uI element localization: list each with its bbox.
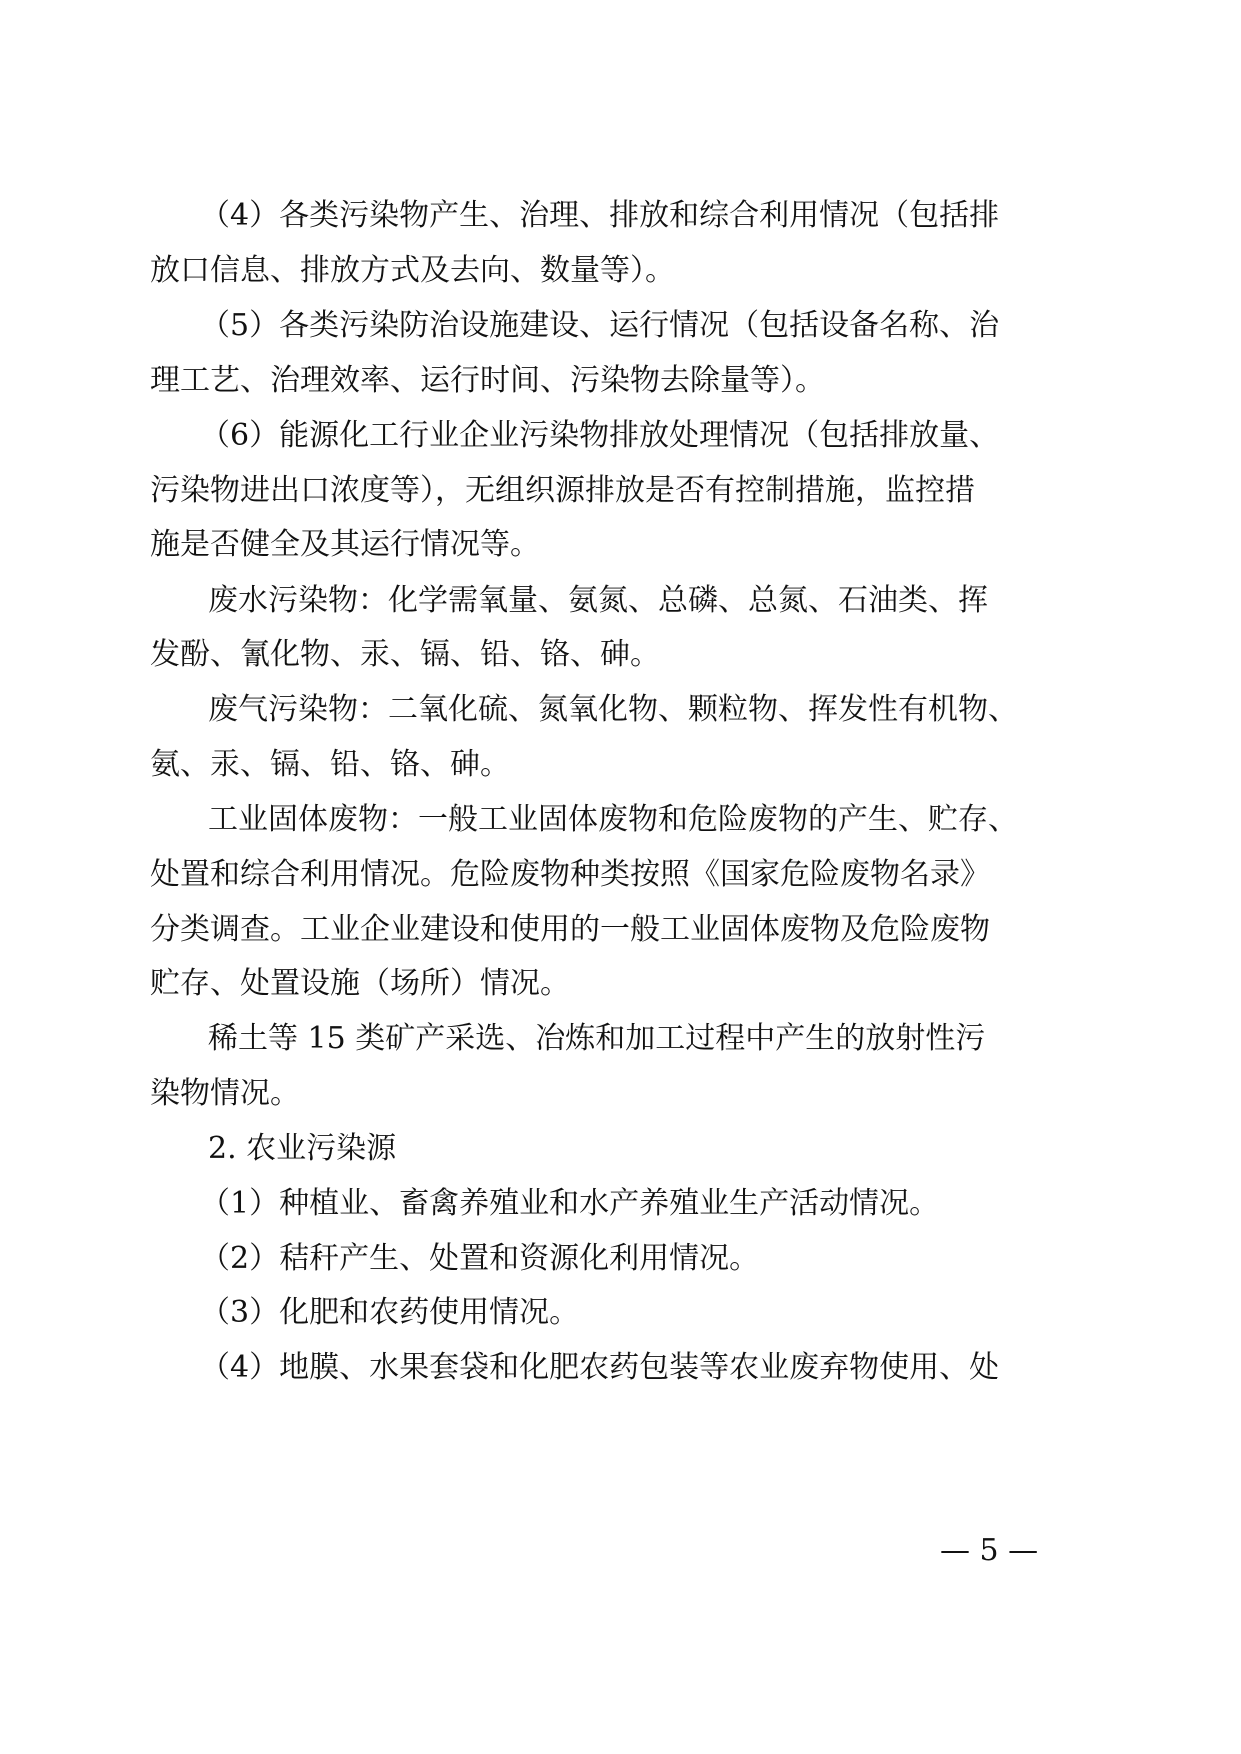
text-line: 氨、汞、镉、铅、铬、砷。 <box>150 747 510 782</box>
text-line: （4）地膜、水果套袋和化肥农药包装等农业废弃物使用、处 <box>200 1350 1000 1385</box>
text-line: 工业固体废物：一般工业固体废物和危险废物的产生、贮存、 <box>208 802 1018 837</box>
text-line: 理工艺、治理效率、运行时间、污染物去除量等）。 <box>150 363 825 398</box>
text-line: 稀土等 15 类矿产采选、冶炼和加工过程中产生的放射性污 <box>208 1021 986 1056</box>
section-heading: 2. 农业污染源 <box>208 1131 397 1166</box>
text-line: 染物情况。 <box>150 1076 300 1111</box>
text-line: （4）各类污染物产生、治理、排放和综合利用情况（包括排 <box>200 198 1000 233</box>
text-line: 发酚、氰化物、汞、镉、铅、铬、砷。 <box>150 637 660 672</box>
page-number: — 5 — <box>940 1533 1039 1568</box>
text-line: 废气污染物：二氧化硫、氮氧化物、颗粒物、挥发性有机物、 <box>208 692 1018 727</box>
text-line: 处置和综合利用情况。危险废物种类按照《国家危险废物名录》 <box>150 857 990 892</box>
text-line: （1）种植业、畜禽养殖业和水产养殖业生产活动情况。 <box>200 1186 940 1221</box>
text-line: （5）各类污染防治设施建设、运行情况（包括设备名称、治 <box>200 308 1000 343</box>
text-line: 贮存、处置设施（场所）情况。 <box>150 966 570 1001</box>
text-line: 废水污染物：化学需氧量、氨氮、总磷、总氮、石油类、挥 <box>208 583 988 618</box>
text-line: （6）能源化工行业企业污染物排放处理情况（包括排放量、 <box>200 418 1000 453</box>
text-line: （3）化肥和农药使用情况。 <box>200 1295 580 1330</box>
text-line: 污染物进出口浓度等），无组织源排放是否有控制措施，监控措 <box>150 473 975 508</box>
text-line: 施是否健全及其运行情况等。 <box>150 527 540 562</box>
text-line: 分类调查。工业企业建设和使用的一般工业固体废物及危险废物 <box>150 912 990 947</box>
text-line: （2）秸秆产生、处置和资源化利用情况。 <box>200 1241 760 1276</box>
text-line: 放口信息、排放方式及去向、数量等）。 <box>150 253 675 288</box>
